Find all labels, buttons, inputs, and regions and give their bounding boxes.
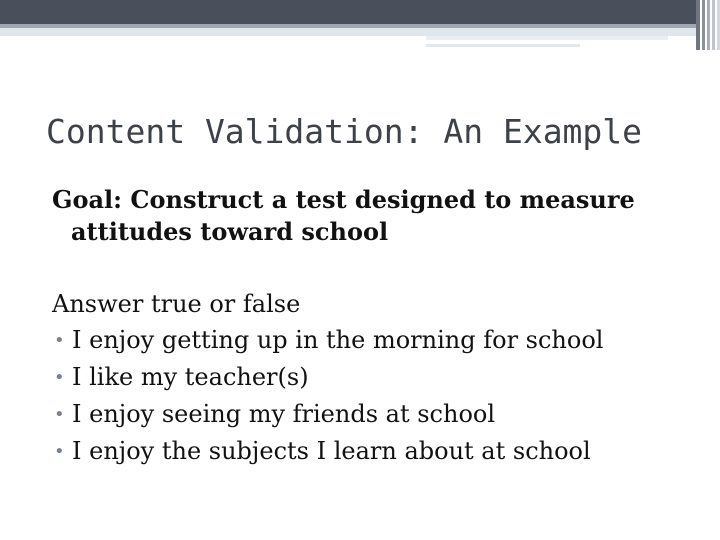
goal-statement bbox=[52, 184, 692, 248]
list-item bbox=[52, 396, 603, 433]
bullet-icon: • bbox=[54, 330, 65, 351]
goal-line-1: Goal: Construct a test designed to measure bbox=[52, 185, 635, 214]
goal-line-2: attitudes toward school bbox=[71, 217, 389, 246]
bullet-icon: • bbox=[54, 367, 65, 388]
list-item-text: I enjoy seeing my friends at school bbox=[72, 400, 496, 428]
list-item-text: I enjoy getting up in the morning for school bbox=[72, 326, 604, 354]
list-item bbox=[52, 322, 603, 359]
bullet-icon: • bbox=[54, 404, 65, 425]
corner-stripe bbox=[702, 0, 705, 50]
answer-heading: Answer true or false bbox=[52, 290, 301, 318]
list-item-text: I enjoy the subjects I learn about at school bbox=[72, 437, 591, 465]
list-item-text: I like my teacher(s) bbox=[72, 363, 309, 391]
bullet-icon: • bbox=[54, 441, 65, 462]
corner-stripe bbox=[712, 0, 715, 50]
header-accent-stub-2 bbox=[426, 44, 580, 47]
slide-title: Content Validation: An Example bbox=[46, 112, 643, 151]
corner-stripe bbox=[696, 0, 700, 50]
list-item bbox=[52, 433, 603, 470]
corner-stripe bbox=[707, 0, 710, 50]
item-list bbox=[52, 322, 603, 470]
list-item bbox=[52, 359, 603, 396]
header-bar bbox=[0, 0, 696, 24]
header-accent-stub bbox=[426, 36, 668, 40]
header-light-band bbox=[0, 28, 696, 36]
